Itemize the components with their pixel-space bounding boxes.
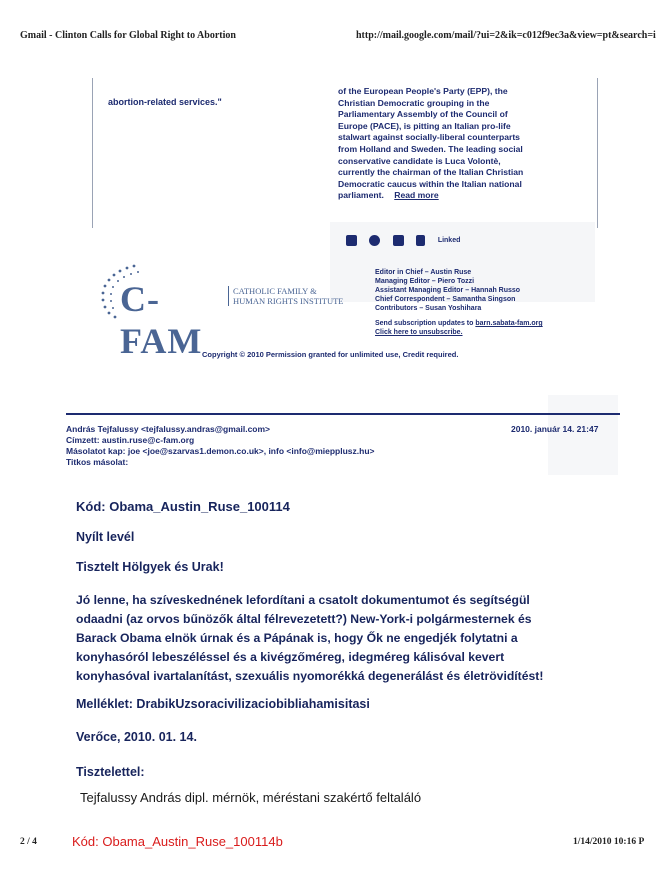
- email-paragraph-line: konyhasóról lebeszéléssel és a kivégzőméreg, idegméreg kálisóval kevert: [76, 650, 505, 664]
- social-icons: [346, 232, 460, 250]
- twitter-icon[interactable]: [393, 235, 404, 246]
- paragraph-line: Parliamentary Assembly of the Council of: [338, 109, 508, 120]
- email-cc: Másolatot kap: joe <joe@szarvas1.demon.co.uk>, info <info@miepplusz.hu>: [66, 446, 375, 456]
- footer-timestamp: 1/14/2010 10:16 P: [573, 837, 645, 847]
- email-attachment: Melléklet: DrabikUzsoracivilizaciobibliahamisitasi: [76, 697, 370, 711]
- subscribe-link[interactable]: barn.sabata-fam.org: [475, 320, 543, 327]
- email-paragraph: [76, 591, 646, 686]
- paragraph-last-line: parliament.: [338, 190, 384, 201]
- email-date: 2010. január 14. 21:47: [511, 424, 599, 434]
- paragraph-line: Christian Democratic grouping in the: [338, 97, 490, 108]
- rss-icon[interactable]: [369, 235, 380, 246]
- email-from: András Tejfalussy <tejfalussy.andras@gmail.com>: [66, 424, 271, 434]
- youtube-icon[interactable]: [416, 235, 425, 246]
- email-to: Címzett: austin.ruse@c-fam.org: [66, 435, 195, 445]
- logo-wordmark: C-FAM: [120, 279, 203, 361]
- paragraph-line: of the European People's Party (EPP), the: [338, 86, 508, 96]
- credit-line: Contributors – Susan Yoshihara: [375, 305, 482, 312]
- email-paragraph-line: Barack Obama elnök úrnak és a Pápának is, hogy Ők ne engedjék folytatni a: [76, 631, 518, 645]
- credit-line: Assistant Managing Editor – Hannah Russo: [375, 287, 521, 294]
- logo-subtitle-line: CATHOLIC FAMILY &: [233, 286, 317, 296]
- paragraph-line: stalwart against socially-liberal counterparts: [338, 132, 520, 143]
- credit-line: Editor in Chief – Austin Ruse: [375, 269, 472, 276]
- email-closing: Tisztelettel:: [76, 765, 145, 779]
- copyright-line: Copyright © 2010 Permission granted for unlimited use, Credit required.: [202, 350, 459, 359]
- subscribe-line: [375, 319, 595, 328]
- email-bcc: Titkos másolat:: [66, 457, 129, 467]
- facebook-icon[interactable]: [346, 235, 357, 246]
- paragraph-line: [338, 190, 588, 202]
- email-divider: [66, 413, 620, 415]
- logo-subtitle: [228, 286, 344, 306]
- email-paragraph-line: odaadni (az orvos bűnözők által félrevezetett?) New-York-i polgármesternek és: [76, 612, 532, 626]
- paragraph-line: currently the chairman of the Italian Christian: [338, 167, 524, 178]
- print-header-url: http://mail.google.com/mail/?ui=2&ik=c012f9ec3a&view=pt&search=i: [356, 30, 656, 41]
- email-open-letter: Nyílt levél: [76, 530, 135, 544]
- footer-page: 2 / 4: [20, 837, 37, 847]
- paragraph-line: conservative candidate is Luca Volontè,: [338, 155, 501, 166]
- email-greeting: Tisztelt Hölgyek és Urak!: [76, 560, 224, 574]
- column-rule-right: [597, 78, 598, 228]
- credit-line: Managing Editor – Piero Tozzi: [375, 278, 475, 285]
- email-code: Kód: Obama_Austin_Ruse_100114: [76, 499, 290, 514]
- subscribe-text: Send subscription updates to: [375, 320, 474, 327]
- linkedin-icon[interactable]: Linked: [437, 237, 461, 245]
- email-signature: Tejfalussy András dipl. mérnök, méréstani szakértő feltaláló: [80, 790, 422, 805]
- logo-subtitle-line: HUMAN RIGHTS INSTITUTE: [233, 296, 344, 306]
- unsubscribe-link[interactable]: Click here to unsubscribe.: [375, 329, 463, 336]
- print-header-title: Gmail - Clinton Calls for Global Right to Abortion: [20, 30, 236, 41]
- read-more-link[interactable]: Read more: [394, 190, 439, 201]
- credit-line: Chief Correspondent – Samantha Singson: [375, 296, 516, 303]
- newsletter-credits: [375, 268, 595, 337]
- paragraph-line: Democratic caucus within the Italian national: [338, 178, 522, 189]
- footer-code-red: Kód: Obama_Austin_Ruse_100114b: [72, 834, 283, 849]
- paragraph-line: Europe (PACE), is pitting an Italian pro-life: [338, 120, 511, 131]
- faded-right-bg: [548, 395, 618, 475]
- column-rule-left: [92, 78, 93, 228]
- newsletter-right-paragraph: [338, 86, 588, 202]
- email-paragraph-line: Jó lenne, ha szíveskednének lefordítani a csatolt dokumentumot és segítségül: [76, 593, 530, 607]
- paragraph-line: from Holland and Sweden. The leading social: [338, 143, 523, 154]
- newsletter-quote-end: abortion-related services.": [108, 97, 222, 107]
- email-place-date: Verőce, 2010. 01. 14.: [76, 730, 197, 744]
- email-paragraph-line: konyhasóval ivartalanítást, szexuális nyomorékká degenerálást és életrövidítést!: [76, 669, 544, 683]
